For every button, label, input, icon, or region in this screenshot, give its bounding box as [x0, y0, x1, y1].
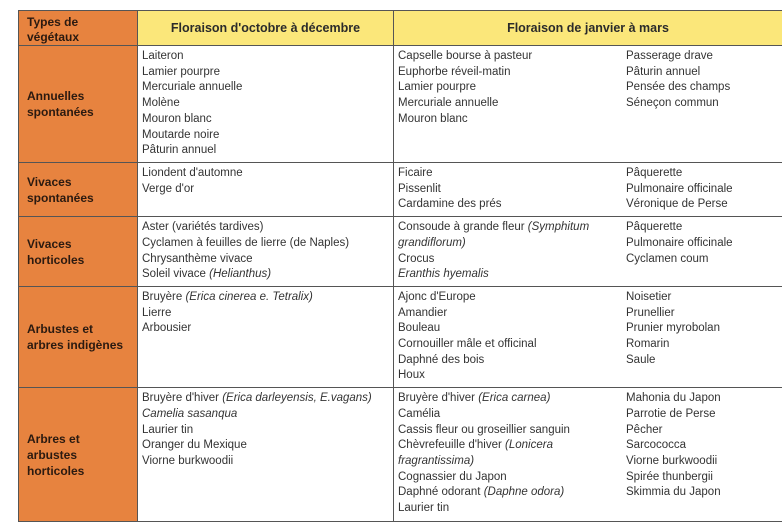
header-oct-dec: Floraison d'octobre à décembre — [138, 11, 394, 46]
oct-dec-cell — [138, 217, 394, 287]
jan-mar-col-a — [398, 290, 626, 384]
header-type-line2: végétaux — [27, 30, 80, 44]
plant-name: Ajonc d'Europe — [398, 290, 476, 303]
plant-name: Verge d'or — [142, 182, 195, 195]
plant-name: Lamier pourpre — [142, 65, 220, 78]
jan-mar-col-b — [626, 49, 782, 128]
plant-common-name: Bruyère — [142, 290, 186, 303]
oct-dec-cell — [138, 46, 394, 163]
row-type-vivaces-horticoles — [19, 217, 138, 287]
table-row — [19, 388, 782, 522]
plant-name: Chrysanthème vivace — [142, 252, 253, 265]
plant-common-name: Bruyère d'hiver — [142, 392, 223, 405]
plant-name — [398, 391, 626, 407]
plant-name: Arbousier — [142, 322, 192, 335]
plant-name: Mouron blanc — [142, 112, 212, 125]
plant-name: Pêcher — [626, 423, 663, 436]
plant-name: Oranger du Mexique — [142, 439, 247, 452]
plant-name: Mercuriale annuelle — [142, 81, 243, 94]
plant-name: Mahonia du Japon — [626, 392, 721, 405]
plant-name: Cornouiller mâle et officinal — [398, 338, 537, 351]
plant-name: Parrotie de Perse — [626, 407, 716, 420]
plant-name — [398, 485, 626, 501]
plant-name — [142, 407, 393, 423]
plant-name: Lierre — [142, 306, 172, 319]
plant-name: Cyclamen à feuilles de lierre (de Naples) — [142, 236, 350, 249]
jan-mar-cell — [394, 388, 782, 522]
jan-mar-cell — [394, 46, 782, 163]
plant-name: Moutarde noire — [142, 128, 220, 141]
oct-dec-cell — [138, 286, 394, 387]
jan-mar-cell — [394, 217, 782, 287]
plant-name: Molène — [142, 97, 180, 110]
plant-name — [142, 290, 393, 306]
plant-latin-name: (Daphne odora) — [483, 486, 565, 499]
plant-latin-name: (Erica cinerea e. Tetralix) — [185, 290, 313, 303]
jan-mar-col-b — [626, 290, 782, 384]
plant-name — [398, 454, 626, 470]
header-jan-mar: Floraison de janvier à mars — [394, 11, 782, 46]
plant-latin-name: (Erica carnea) — [478, 392, 551, 405]
type-line: horticoles — [27, 463, 85, 478]
plant-name: Prunier myrobolan — [626, 322, 720, 335]
header-plant-type — [19, 11, 138, 46]
type-line: arbustes — [27, 447, 78, 462]
row-type-arbres-horticoles — [19, 388, 138, 522]
jan-mar-col-b — [626, 166, 782, 213]
plant-name: Aster (variétés tardives) — [142, 221, 264, 234]
jan-mar-col-b — [626, 391, 782, 517]
jan-mar-cell — [394, 286, 782, 387]
jan-mar-col-a — [398, 220, 626, 283]
plant-latin-name: grandiflorum) — [398, 236, 466, 249]
type-line: Annuelles — [27, 89, 85, 103]
plant-name: Lamier pourpre — [398, 81, 476, 94]
type-line: Vivaces — [27, 236, 72, 251]
plant-name: Prunellier — [626, 306, 675, 319]
plant-name: Camélia — [398, 407, 441, 420]
plant-name: Viorne burkwoodii — [626, 454, 718, 467]
plant-name: Ficaire — [398, 167, 433, 179]
plant-name: Pâquerette — [626, 167, 683, 179]
plant-common-name: Chèvrefeuille d'hiver — [398, 439, 506, 452]
plant-name: Mercuriale annuelle — [398, 97, 499, 110]
type-line: horticoles — [27, 252, 85, 267]
type-line: Arbres et — [27, 431, 80, 446]
flowering-table — [18, 10, 782, 522]
plant-name: Euphorbe réveil-matin — [398, 65, 511, 78]
plant-name — [398, 236, 626, 252]
plant-name: Cognassier du Japon — [398, 470, 507, 483]
plant-name: Daphné des bois — [398, 353, 485, 366]
plant-name — [398, 267, 626, 283]
plant-common-name: Bruyère d'hiver — [398, 392, 479, 405]
table-row — [19, 46, 782, 163]
plant-name: Romarin — [626, 338, 670, 351]
plant-name: Pâquerette — [626, 221, 683, 234]
table-row — [19, 163, 782, 217]
flowering-table-container — [18, 10, 782, 520]
plant-latin-name: (Helianthus) — [209, 268, 272, 281]
plant-name: Skimmia du Japon — [626, 486, 721, 499]
plant-name — [398, 220, 626, 236]
plant-latin-name: (Erica darleyensis, E.vagans) — [222, 392, 372, 405]
plant-name — [398, 438, 626, 454]
plant-name: Viorne burkwoodii — [142, 454, 234, 467]
plant-name: Séneçon commun — [626, 97, 719, 110]
jan-mar-col-a — [398, 391, 626, 517]
plant-name: Amandier — [398, 306, 448, 319]
jan-mar-col-a — [398, 49, 626, 128]
plant-common-name: Soleil vivace — [142, 268, 210, 281]
plant-name: Passerage drave — [626, 50, 713, 62]
row-type-annuelles-spontanees — [19, 46, 138, 163]
type-line: arbres indigènes — [27, 338, 124, 353]
plant-name: Crocus — [398, 252, 435, 265]
plant-name: Laiteron — [142, 50, 184, 62]
plant-common-name: Consoude à grande fleur — [398, 221, 528, 234]
plant-name: Pulmonaire officinale — [626, 236, 733, 249]
plant-latin-name: fragrantissima) — [398, 454, 475, 467]
plant-name: Pulmonaire officinale — [626, 182, 733, 195]
jan-mar-col-b — [626, 220, 782, 283]
plant-name: Pissenlit — [398, 182, 441, 195]
plant-name: Cardamine des prés — [398, 198, 502, 211]
type-line: spontanées — [27, 105, 94, 119]
plant-name: Noisetier — [626, 290, 672, 303]
plant-name: Pensée des champs — [626, 81, 731, 94]
plant-name — [142, 267, 393, 283]
plant-name — [142, 391, 393, 407]
plant-name: Cassis fleur ou groseillier sanguin — [398, 423, 570, 436]
type-line: spontanées — [27, 190, 94, 205]
row-type-vivaces-spontanees — [19, 163, 138, 217]
oct-dec-cell — [138, 388, 394, 522]
table-row — [19, 286, 782, 387]
plant-name: Bouleau — [398, 322, 441, 335]
type-line: Vivaces — [27, 174, 72, 189]
plant-name: Mouron blanc — [398, 112, 468, 125]
table-row — [19, 217, 782, 287]
plant-name: Pâturin annuel — [626, 65, 701, 78]
plant-name: Sarcococca — [626, 439, 687, 452]
plant-name: Laurier tin — [142, 423, 194, 436]
oct-dec-cell — [138, 163, 394, 217]
plant-latin-name: (Symphitum — [527, 221, 590, 234]
row-type-arbustes-indigenes — [19, 286, 138, 387]
plant-common-name: Daphné odorant — [398, 486, 484, 499]
plant-name: Pâturin annuel — [142, 144, 217, 157]
plant-name: Spirée thunbergii — [626, 470, 713, 483]
jan-mar-cell — [394, 163, 782, 217]
plant-latin-name: Eranthis hyemalis — [398, 268, 489, 281]
plant-name: Capselle bourse à pasteur — [398, 50, 533, 62]
plant-name: Saule — [626, 353, 656, 366]
plant-name: Cyclamen coum — [626, 252, 709, 265]
plant-name: Véronique de Perse — [626, 198, 728, 211]
plant-latin-name: (Lonicera — [505, 439, 553, 452]
type-line: Arbustes et — [27, 322, 94, 337]
plant-name: Liondent d'automne — [142, 167, 243, 179]
header-row — [19, 11, 782, 46]
jan-mar-col-a — [398, 166, 626, 213]
header-type-line1: Types de — [27, 15, 79, 29]
plant-name: Houx — [398, 369, 425, 382]
plant-latin-name: Camelia sasanqua — [142, 407, 238, 420]
plant-name: Laurier tin — [398, 502, 450, 515]
